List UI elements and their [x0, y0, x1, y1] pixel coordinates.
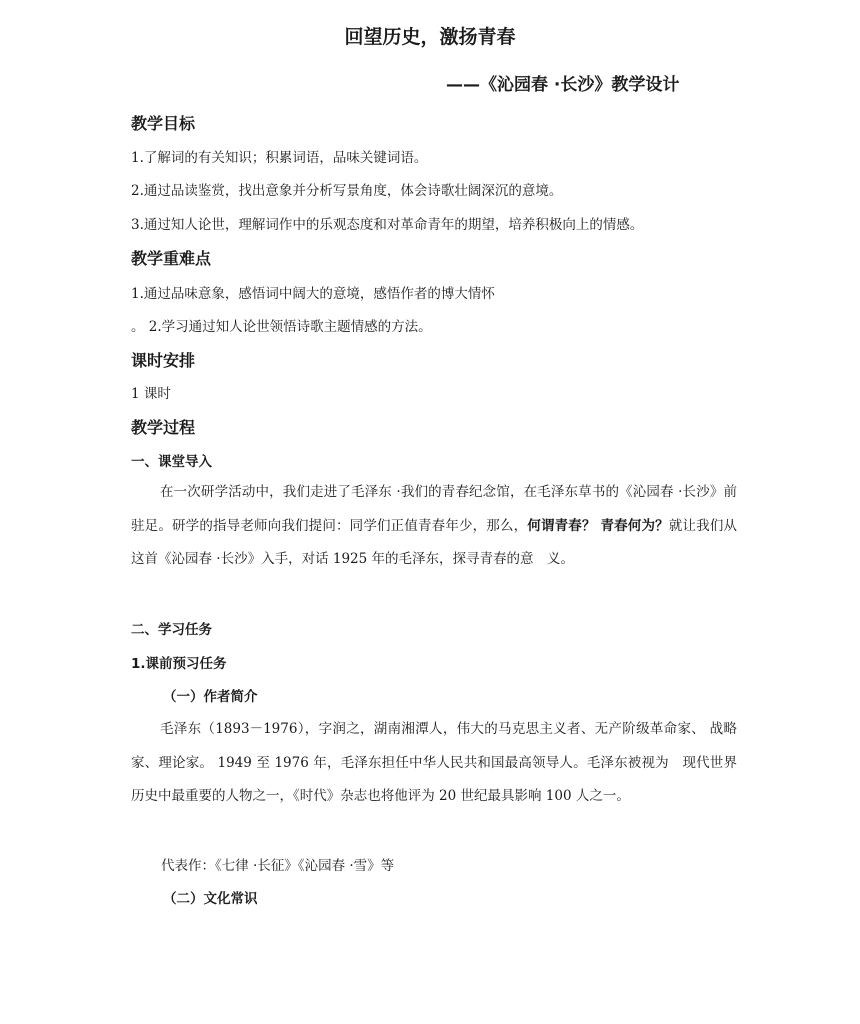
key-point-item: 1.通过品味意象，感悟词中阔大的意境，感悟作者的博大情怀 [131, 286, 495, 302]
objective-item: 3.通过知人论世，理解词作中的乐观态度和对革命青年的期望，培养积极向上的情感。 [131, 217, 644, 233]
objective-item: 2.通过品读鉴赏，找出意象并分析写景角度，体会诗歌壮阔深沉的意境。 [131, 183, 563, 199]
preview-task-heading: 1.课前预习任务 [131, 656, 227, 672]
author-intro-heading: （一）作者简介 [163, 689, 258, 705]
culture-heading: （二）文化常识 [163, 891, 258, 907]
process-heading: 教学过程 [131, 418, 196, 437]
document-subtitle: ——《沁园春 ·长沙》教学设计 [446, 75, 680, 95]
objective-item: 1.了解词的有关知识；积累词语，品味关键词语。 [131, 150, 428, 166]
intro-heading: 一、课堂导入 [131, 454, 212, 470]
intro-paragraph [131, 476, 737, 577]
document-title: 回望历史，激扬青春 [344, 26, 516, 48]
schedule-text: 1 课时 [131, 386, 171, 402]
representative-works: 代表作：《七律 ·长征》《沁园春 ·雪》等 [161, 858, 395, 874]
author-paragraph: 毛泽东（1893－1976），字润之，湖南湘潭人，伟大的马克思主义者、无产阶级革命家、 战略家、理论家。 1949 至 1976 年，毛泽东担任中华人民共和国最高领导人。毛泽东被视为 现代世界历史中最重要的人物之一，《时代》杂志也将他评为 20 世纪最具影响 100 人之一。 [131, 721, 737, 804]
intro-text-part1: 在一次研学活动中，我们走进了毛泽东 ·我们的青春纪念馆，在毛泽东草书的《沁园春 ·长沙》前驻足。研学的指导老师向我们提问：同学们正值青春年少，那么， [131, 484, 737, 534]
key-point-item: 。 2.学习通过知人论世领悟诗歌主题情感的方法。 [131, 319, 432, 335]
task-heading: 二、学习任务 [131, 622, 212, 638]
key-points-heading: 教学重难点 [131, 249, 212, 268]
objectives-heading: 教学目标 [131, 114, 196, 133]
intro-text-part2: 就让我们从这首《沁园春 ·长沙》入手，对话 1925 年的毛泽东，探寻青春的意 义。 [131, 517, 738, 567]
intro-question: 何谓青春？ 青春何为？ [527, 517, 669, 534]
schedule-heading: 课时安排 [131, 351, 196, 370]
